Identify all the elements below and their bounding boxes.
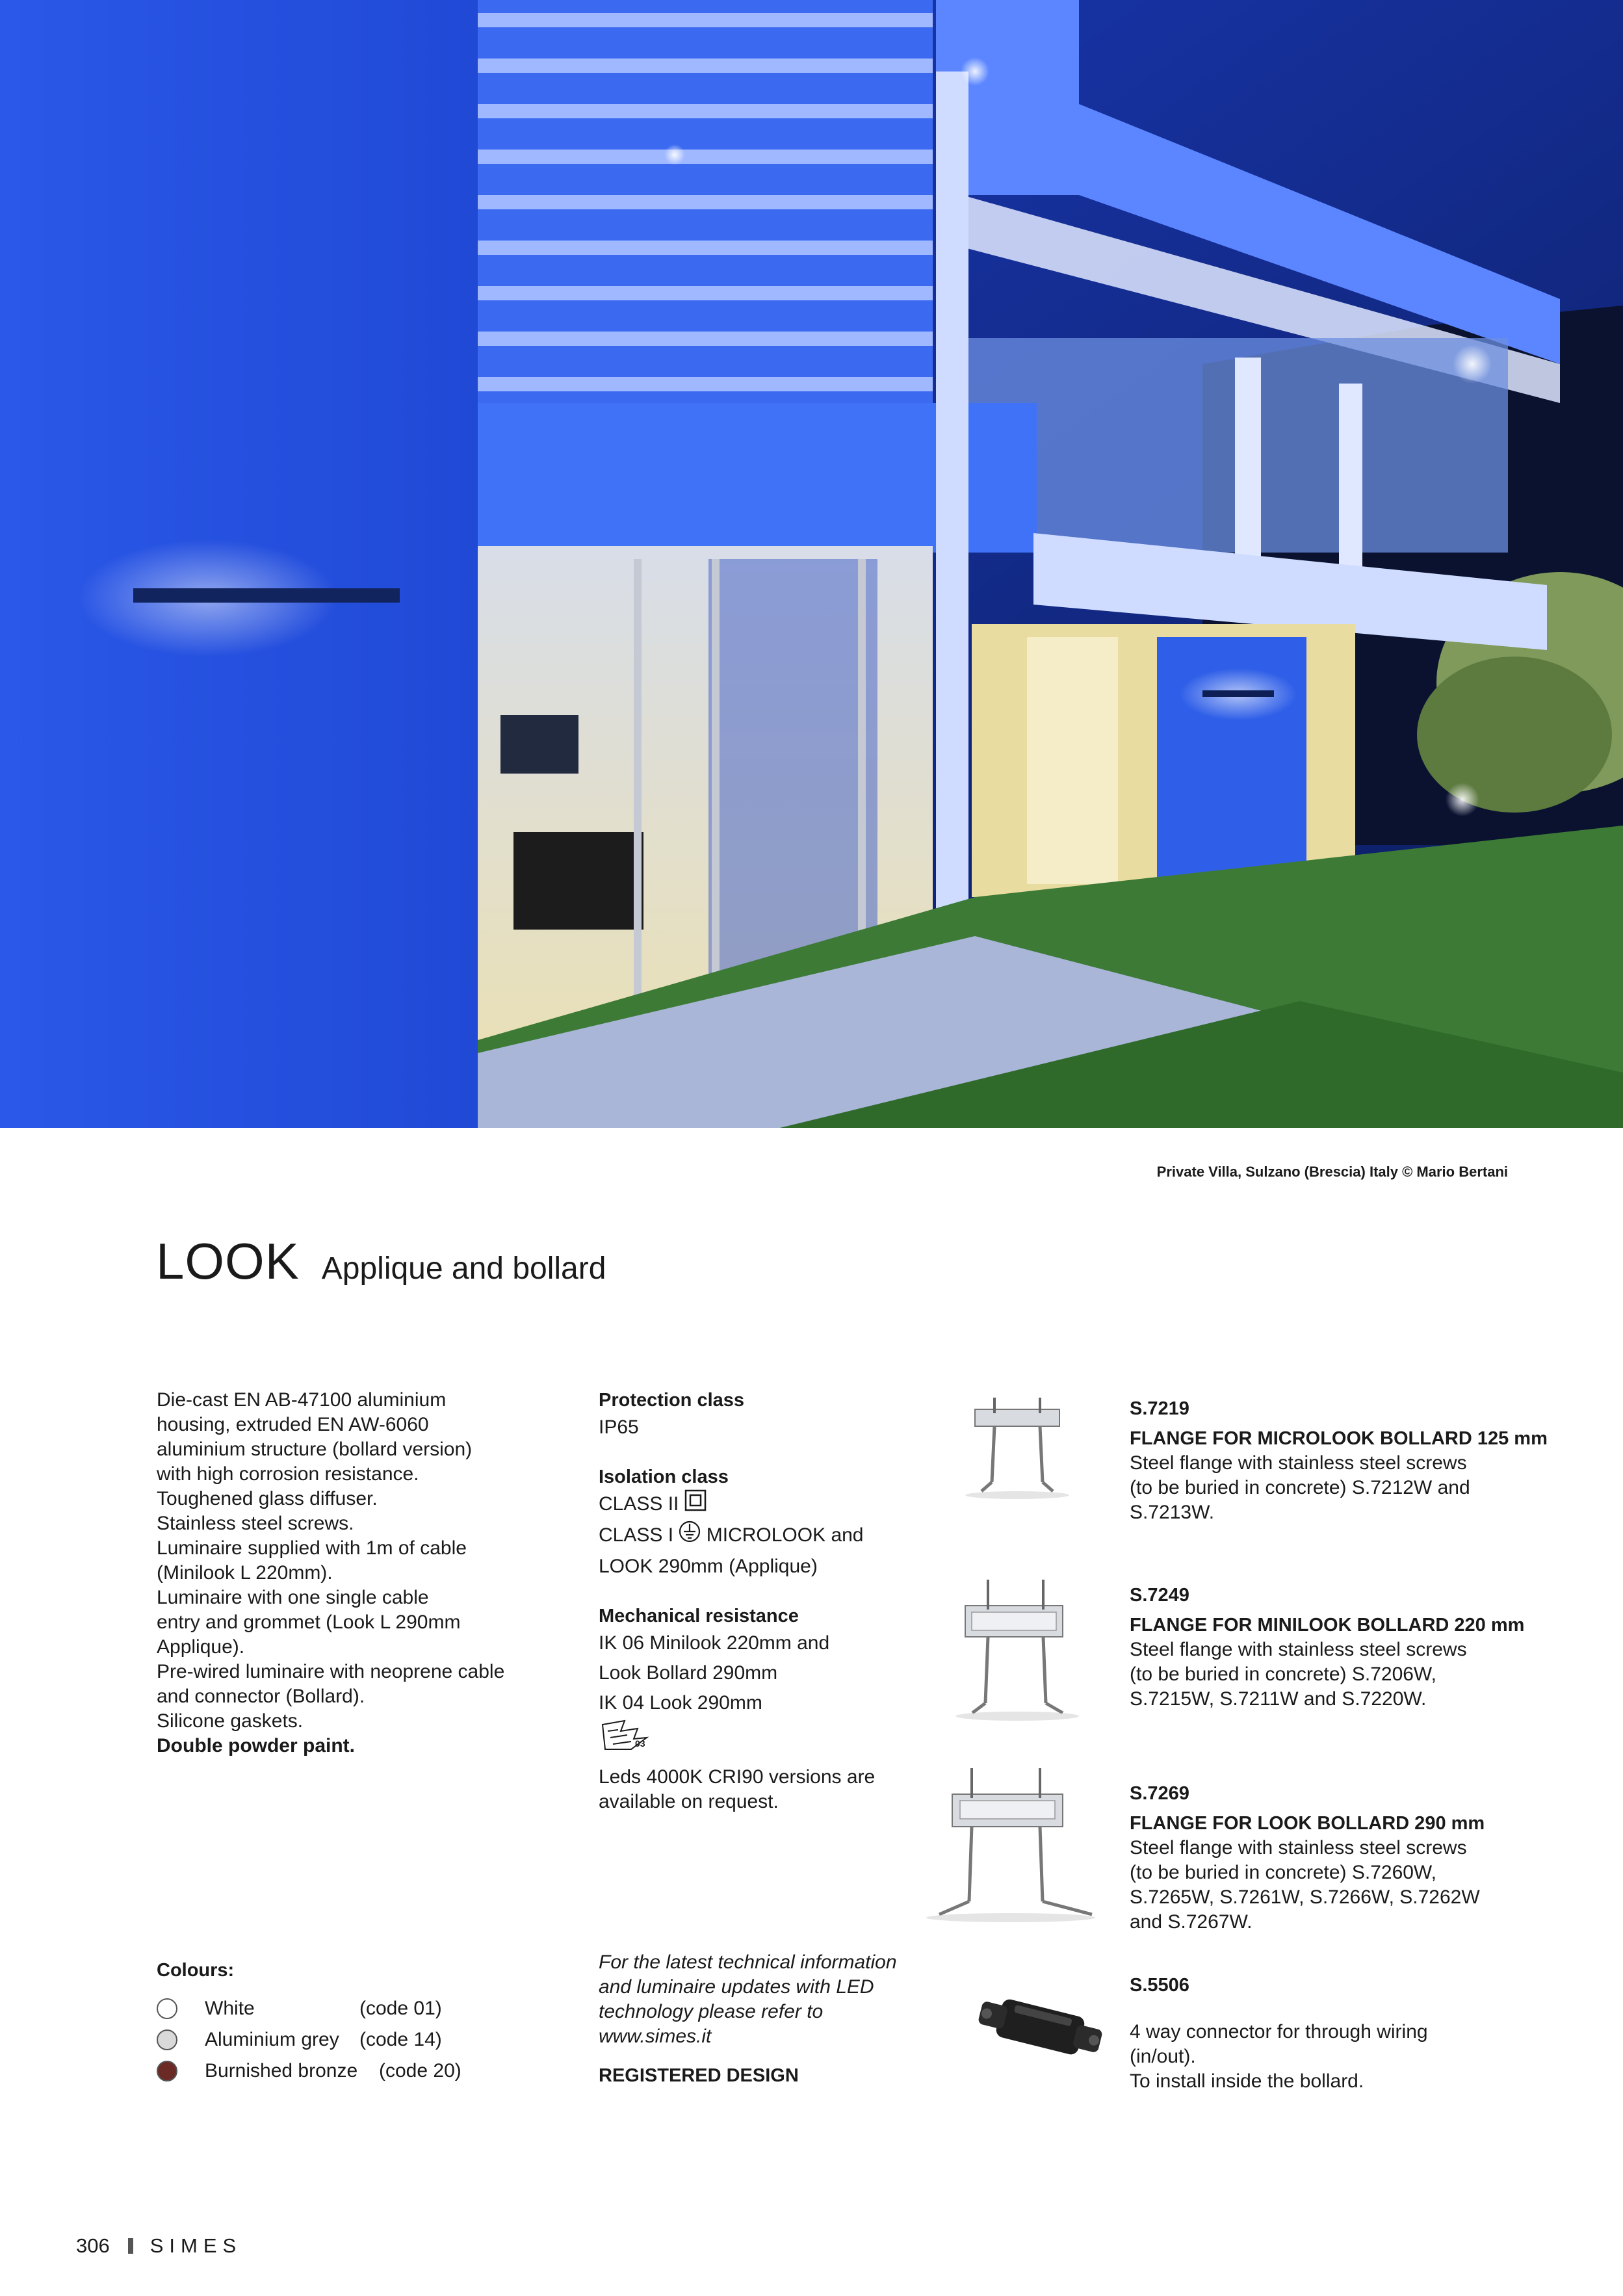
product-line: Steel flange with stainless steel screws: [1130, 1452, 1467, 1474]
isolation-class2: [599, 1489, 937, 1520]
description-line: Silicone gaskets.: [157, 1710, 304, 1732]
product-line: (to be buried in concrete) S.7212W and: [1130, 1477, 1470, 1498]
product-line: S.7213W.: [1130, 1502, 1215, 1523]
product-code: S.7219: [1130, 1398, 1189, 1419]
product-line: (to be buried in concrete) S.7260W,: [1130, 1862, 1436, 1883]
class-ii-icon: [684, 1489, 707, 1520]
colour-code: (code 20): [379, 2060, 461, 2081]
colour-name: Burnished bronze: [205, 2060, 358, 2081]
product-line: S.7215W, S.7211W and S.7220W.: [1130, 1688, 1427, 1710]
photo-caption: Private Villa, Sulzano (Brescia) Italy © Mario Bertani: [1156, 1164, 1508, 1180]
description-line: housing, extruded EN AW-6060: [157, 1414, 429, 1435]
product-s7249: [1130, 1583, 1585, 1712]
description-bold-line: Double powder paint.: [157, 1735, 355, 1756]
protection-value: IP65: [599, 1416, 639, 1438]
isolation-class1-suffix: MICROLOOK and: [706, 1524, 864, 1546]
latest-info: [599, 1950, 897, 2049]
product-line: S.7265W, S.7261W, S.7266W, S.7262W: [1130, 1886, 1480, 1908]
page-footer: [76, 2234, 242, 2258]
mechanical-heading: Mechanical resistance: [599, 1606, 799, 1627]
colour-code: (code 14): [359, 2029, 442, 2050]
colour-option-white: [157, 1993, 461, 2024]
product-code: S.7269: [1130, 1783, 1189, 1804]
description-line: and connector (Bollard).: [157, 1686, 365, 1707]
product-line: (to be buried in concrete) S.7206W,: [1130, 1663, 1436, 1685]
product-code: S.5506: [1130, 1975, 1189, 1996]
isolation-class1-label: CLASS I: [599, 1524, 674, 1546]
colour-swatch: [157, 2029, 177, 2050]
product-name: FLANGE FOR MICROLOOK BOLLARD 125 mm: [1130, 1428, 1548, 1449]
colour-name: White: [205, 1998, 255, 2019]
flange-290-image: [907, 1768, 1102, 1927]
leds-line: Leds 4000K CRI90 versions are: [599, 1766, 876, 1788]
protection-heading: Protection class: [599, 1390, 745, 1411]
colour-option-burnished-bronze: [157, 2055, 461, 2087]
colour-code: (code 01): [359, 1998, 442, 2019]
description-line: entry and grommet (Look L 290mm: [157, 1611, 461, 1633]
description-line: with high corrosion resistance.: [157, 1463, 419, 1485]
product-line: To install inside the bollard.: [1130, 2070, 1364, 2092]
specs-block: [599, 1388, 937, 1814]
mechanical-line: Look Bollard 290mm: [599, 1662, 778, 1684]
website-link[interactable]: www.simes.it: [599, 2026, 712, 2047]
flange-125-image: [955, 1398, 1085, 1505]
colour-swatch: [157, 1998, 177, 2019]
product-line: (in/out).: [1130, 2046, 1196, 2067]
product-s7269: [1130, 1781, 1585, 1935]
page-number: 306: [76, 2234, 110, 2257]
isolation-class1: [599, 1520, 937, 1552]
isolation-heading: Isolation class: [599, 1467, 729, 1487]
hero-photo: [0, 0, 1623, 1128]
product-name: LOOK: [156, 1233, 300, 1290]
description-line: aluminium structure (bollard version): [157, 1439, 473, 1460]
description-block: [157, 1388, 547, 1758]
brand-name: SIMES: [149, 2234, 242, 2257]
product-line: Steel flange with stainless steel screws: [1130, 1639, 1467, 1660]
page-title: [156, 1232, 606, 1291]
product-name: FLANGE FOR MINILOOK BOLLARD 220 mm: [1130, 1615, 1525, 1636]
registered-design: REGISTERED DESIGN: [599, 2065, 799, 2086]
product-line: Steel flange with stainless steel screws: [1130, 1837, 1467, 1859]
svg-text:03: 03: [635, 1738, 645, 1749]
description-line: Pre-wired luminaire with neoprene cable: [157, 1661, 505, 1682]
product-s7219: [1130, 1396, 1585, 1525]
product-line: 4 way connector for through wiring: [1130, 2021, 1428, 2042]
description-line: Stainless steel screws.: [157, 1513, 354, 1534]
colours-heading: Colours:: [157, 1960, 235, 1981]
compliance-mark-icon: [599, 1718, 937, 1756]
footer-separator: [128, 2238, 133, 2254]
earth-ground-icon: [679, 1520, 701, 1552]
leds-line: available on request.: [599, 1791, 779, 1813]
product-name: FLANGE FOR LOOK BOLLARD 290 mm: [1130, 1813, 1485, 1834]
colour-option-aluminium-grey: [157, 2024, 461, 2055]
latest-line: and luminaire updates with LED: [599, 1976, 874, 1998]
flange-220-image: [942, 1580, 1092, 1726]
colours-block: [157, 1960, 461, 2087]
mechanical-line: IK 04 Look 290mm: [599, 1692, 762, 1714]
product-subtitle: Applique and bollard: [321, 1251, 606, 1286]
connector-image: [972, 1989, 1108, 2070]
product-code: S.7249: [1130, 1585, 1189, 1606]
product-line: and S.7267W.: [1130, 1911, 1253, 1933]
description-line: (Minilook L 220mm).: [157, 1562, 333, 1584]
latest-line: technology please refer to: [599, 2001, 824, 2022]
description-line: Toughened glass diffuser.: [157, 1488, 378, 1509]
isolation-class1-line2: LOOK 290mm (Applique): [599, 1556, 818, 1578]
colour-name: Aluminium grey: [205, 2029, 339, 2050]
product-s5506: [1130, 1973, 1585, 2094]
description-line: Luminaire with one single cable: [157, 1587, 429, 1608]
description-line: Luminaire supplied with 1m of cable: [157, 1537, 467, 1559]
colour-swatch: [157, 2061, 177, 2081]
mechanical-line: IK 06 Minilook 220mm and: [599, 1632, 830, 1654]
description-line: Applique).: [157, 1636, 245, 1658]
description-line: Die-cast EN AB-47100 aluminium: [157, 1389, 447, 1411]
isolation-class2-label: CLASS II: [599, 1493, 679, 1515]
latest-line: For the latest technical information: [599, 1951, 897, 1973]
